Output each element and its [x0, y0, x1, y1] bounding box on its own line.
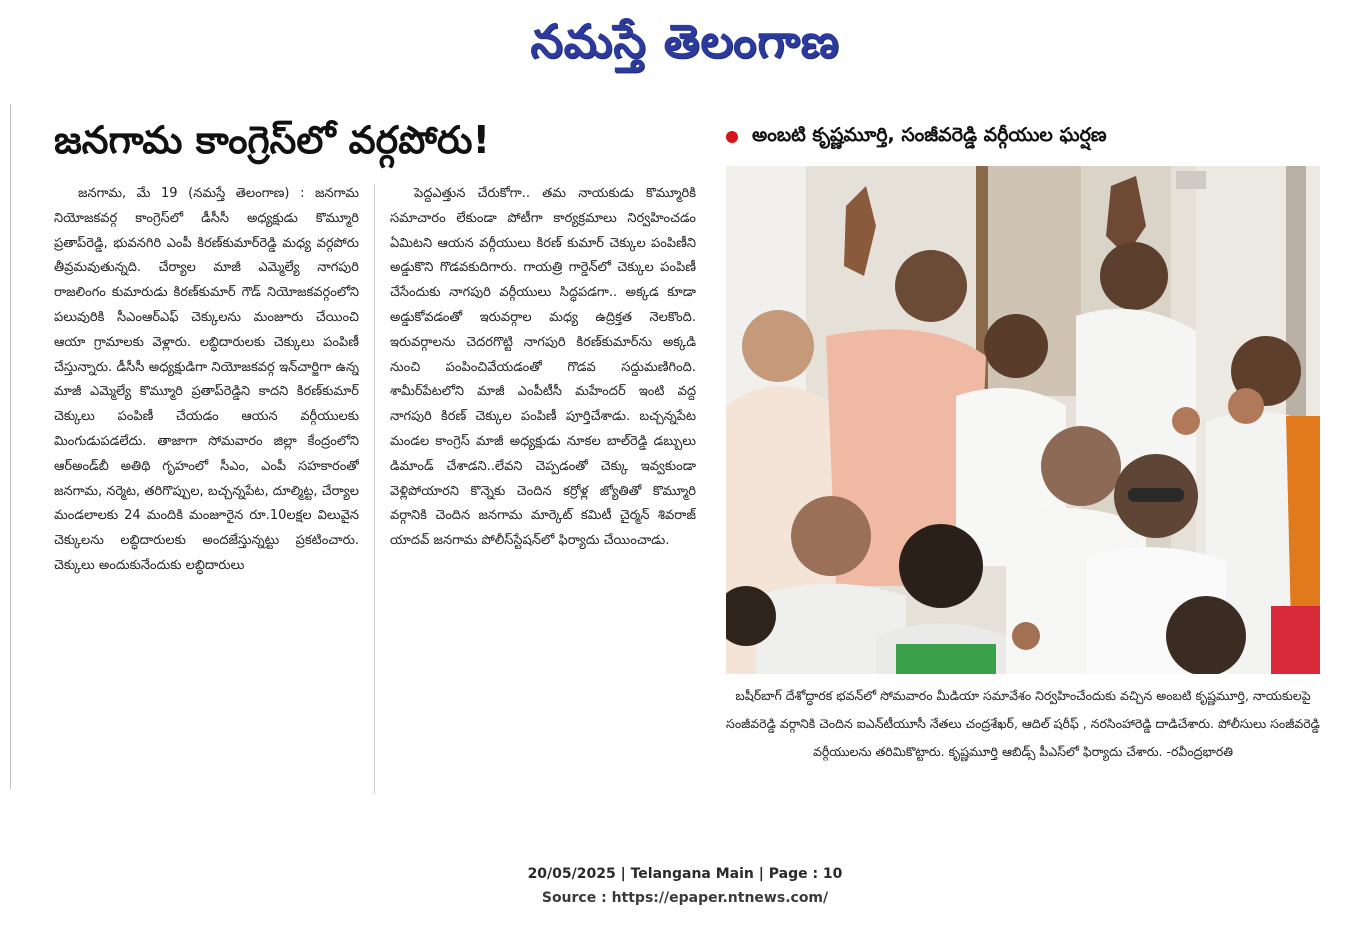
photo-caption: బషీర్‌బాగ్ దేశోద్ధారక భవన్‌లో సోమవారం మీడియా సమావేశం నిర్వహించేందుకు వచ్చిన అంబటి కృష్ణమూర్తి, నాయకులపై సంజీవరెడ్డి వర్గానికి చెందిన ఐఎన్‌టీయూసీ నేతలు చంద్రశేఖర్, ఆదిల్ షరీఫ్ , నరసింహారెడ్డి దాడిచేశారు. పోలీసులు సంజీవరెడ్డి వర్గీయులను తరిమికొట్టారు. కృష్ణమూర్తి ఆబిడ్స్ పీఎస్‌లో ఫిర్యాదు చేశారు. -రవీంద్రభారతి: [726, 688, 1320, 759]
page-footer: [0, 862, 1370, 910]
column-divider: [374, 184, 375, 794]
column-1-text: జనగామ, మే 19 (నమస్తే తెలంగాణ) : జనగామ నియోజకవర్గ కాంగ్రెస్‌లో డీసీసీ అధ్యక్షుడు కొమ్మూరి ప్రతాప్‌రెడ్డి, భువనగిరి ఎంపీ కిరణ్‌కుమార్‌రెడ్డి మధ్య వర్గపోరు తీవ్రమవుతున్నది. చేర్యాల మాజీ ఎమ్మెల్యే నాగపురి రాజలింగం కుమారుడు కిరణ్‌కుమార్ గౌడ్ నియోజకవర్గంలోని పలువురికి సీఎంఆర్‌ఎఫ్ చెక్కులను మంజూరు చేయించి ఆయా గ్రామాలకు వెళ్లారు. లబ్ధిదారులకు చెక్కులు పంపిణీ చేస్తున్నారు. డీసీసీ అధ్యక్షుడిగా నియోజకవర్గ ఇన్‌చార్జిగా ఉన్న మాజీ ఎమ్మెల్యే కొమ్మూరి ప్రతాప్‌రెడ్డిని కాదని కిరణ్‌కుమార్ చెక్కులు పంపిణీ చేయడం ఆయన వర్గీయులకు మింగుడుపడలేదు. తాజాగా సోమవారం జిల్లా కేంద్రంలోని ఆర్‌అండ్‌బీ అతిథి గృహంలో సీఎం, ఎంపీ సహకారంతో జనగామ, నర్మెట, తరిగొప్పుల, బచ్చన్నపేట, దూల్మిట్ట, చేర్యాల మండలాలకు 24 మందికి మంజూరైన రూ.10లక్షల విలువైన చెక్కులను లబ్ధిదారులకు అందజేస్తున్నట్టు ప్రకటించారు. చెక్కులు అందుకునేందుకు లబ్ధిదారులు: [54, 186, 359, 573]
newspaper-logo: నమస్తే తెలంగాణ: [530, 14, 840, 68]
article-column-2: [390, 182, 696, 802]
bullet-icon: [726, 131, 738, 143]
photo-subheading: [726, 112, 1326, 162]
article-headline: జనగామ కాంగ్రెస్‌లో వర్గపోరు!: [54, 118, 490, 162]
subheading-text: అంబటి కృష్ణమూర్తి, సంజీవరెడ్డి వర్గీయుల ఘర్షణ: [752, 123, 1107, 146]
edition-info: 20/05/2025 | Telangana Main | Page : 10: [527, 866, 843, 882]
page-margin-rule: [10, 104, 11, 789]
news-photo: [726, 166, 1320, 674]
column-2-text: పెద్దఎత్తున చేరుకోగా.. తమ నాయకుడు కొమ్మూరికి సమాచారం లేకుండా పోటీగా కార్యక్రమాలు నిర్వహించడం ఏమిటని ఆయన వర్గీయులు కిరణ్ కుమార్ చెక్కుల పంపిణీని అడ్డుకొని గొడవకుదిగారు. గాయత్రి గార్డెన్‌లో చెక్కుల పంపిణీ చేసేందుకు నాగపురి వర్గీయులు సిద్ధపడగా.. అక్కడ కూడా అడ్డుకోవడంతో ఇరువర్గాల మధ్య ఉద్రిక్తత నెలకొంది. ఇరువర్గాలను చెదరగొట్టి నాగపురి కిరణ్‌కుమార్‌ను అక్కడి నుంచి పంపించివేయడంతో గొడవ సద్దుమణిగింది. శామీర్‌పేటలోని మాజీ ఎంపీటీసీ మహేందర్ ఇంటి వద్ద నాగపురి కిరణ్ చెక్కుల పంపిణీ పూర్తిచేశాడు. బచ్చన్నపేట మండల కాంగ్రెస్ మాజీ అధ్యక్షుడు నూకల బాల్‌రెడ్డి డబ్బులు డిమాండ్ చేశాడని..లేవని చెప్పడంతో చెక్కు ఇవ్వకుండా వెళ్లిపోయారని కొన్నెకు చెందిన కర్రోళ్ల జ్యోతితో కొమ్మూరి వర్గానికి చెందిన జనగామ మార్కెట్ కమిటీ చైర్మన్ శివరాజ్ యాదవ్ జనగామ పోలీస్‌స్టేషన్‌లో ఫిర్యాదు చేయించాడు.: [390, 186, 696, 549]
source-link[interactable]: Source : https://epaper.ntnews.com/: [541, 890, 829, 906]
masthead: [0, 6, 1370, 76]
crowd-scuffle-image: [726, 166, 1320, 674]
article-column-1: [54, 182, 359, 802]
